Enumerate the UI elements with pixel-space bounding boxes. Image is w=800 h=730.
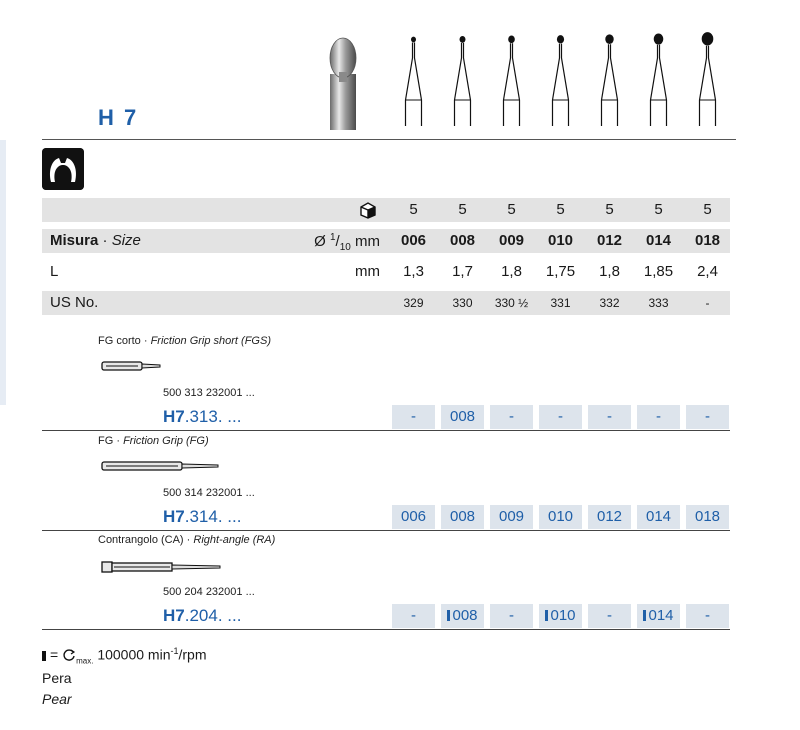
fgs-order-code	[163, 407, 241, 427]
length-cell-014	[637, 260, 680, 284]
cell-value: 008	[452, 607, 478, 624]
size-label: Misura	[50, 232, 99, 249]
length-cell-012	[588, 260, 631, 284]
pack-cell-014	[637, 198, 680, 222]
size-label-sep: ·	[98, 232, 112, 249]
package-icon	[358, 201, 378, 219]
size-cell-009	[490, 229, 533, 253]
fg-cell-010	[539, 505, 582, 529]
legend-equals: =	[50, 646, 59, 663]
legend-exponent: -1	[170, 646, 179, 656]
pack-cell-012	[588, 198, 631, 222]
ca-cell-018	[686, 604, 729, 628]
cell-value: 012	[596, 508, 623, 525]
bur-outline-drawings	[406, 32, 716, 126]
legend-speed: 100000 min	[97, 646, 171, 663]
fgs-cell-009	[490, 405, 533, 429]
fg-cell-012	[588, 505, 631, 529]
cell-value: 1,8	[599, 263, 620, 280]
cell-value: -	[558, 408, 563, 425]
cell-value: 018	[694, 508, 721, 525]
page-title: H 7	[98, 105, 139, 130]
pack-cell-009	[490, 198, 533, 222]
cell-value: 009	[498, 508, 525, 525]
fraction-denominator: 10	[339, 242, 351, 253]
section-fgs-label: FG corto · Friction Grip short (FGS)	[98, 335, 271, 347]
us-cell-010	[539, 291, 582, 315]
us-cell-012	[588, 291, 631, 315]
cell-value: 333	[648, 296, 669, 310]
length-cell-006	[392, 260, 435, 284]
us-cell-006	[392, 291, 435, 315]
cell-value: -	[607, 607, 612, 624]
length-cell-010	[539, 260, 582, 284]
pear-bur-shape-icon	[42, 148, 84, 190]
length-cell-009	[490, 260, 533, 284]
fg-cell-014	[637, 505, 680, 529]
section-fg-name: FG	[98, 435, 114, 447]
section-divider	[42, 430, 730, 431]
size-label-en: Size	[111, 232, 141, 249]
cell-value: 010	[550, 607, 576, 624]
ca-order-code	[163, 606, 241, 626]
bur-drawing-006	[406, 37, 422, 126]
cell-value: 5	[654, 201, 663, 218]
fg-code-prefix: H7	[163, 507, 185, 526]
size-cell-018	[686, 229, 729, 253]
ca-code-prefix: H7	[163, 606, 185, 625]
size-cell-008	[441, 229, 484, 253]
cell-value: -	[705, 607, 710, 624]
rpm-marker-icon	[643, 610, 646, 621]
header-rule	[42, 139, 736, 140]
cell-value: 1,75	[545, 263, 576, 280]
legend-unit: /rpm	[178, 646, 207, 663]
section-ca-label: Contrangolo (CA) · Right-angle (RA)	[98, 534, 276, 546]
cell-value: 5	[458, 201, 467, 218]
cell-value: 008	[449, 408, 476, 425]
cell-value: -	[411, 607, 416, 624]
cell-value: 010	[547, 232, 574, 249]
section-fgs-name-en: Friction Grip short (FGS)	[150, 335, 271, 347]
fgs-code-prefix: H7	[163, 407, 185, 426]
cell-value: 5	[703, 201, 712, 218]
shape-name-en: Pear	[42, 691, 72, 707]
bur-drawing-009	[504, 36, 520, 126]
section-divider	[42, 629, 730, 630]
section-fgs-name: FG corto	[98, 335, 141, 347]
fgs-code-suffix: .313. ...	[184, 407, 242, 426]
us-label: US No.	[50, 294, 99, 311]
cell-value: -	[607, 408, 612, 425]
bur-drawing-008	[455, 36, 471, 126]
fgs-cell-014	[637, 405, 680, 429]
us-cell-014	[637, 291, 680, 315]
us-cell-009	[490, 291, 533, 315]
cell-value: 5	[409, 201, 418, 218]
section-ca-name: Contrangolo (CA)	[98, 534, 184, 546]
cell-value: 1,3	[403, 263, 424, 280]
section-fg-name-en: Friction Grip (FG)	[123, 435, 209, 447]
length-label: L	[50, 263, 59, 280]
section-ca-name-en: Right-angle (RA)	[193, 534, 276, 546]
size-unit-mm: mm	[355, 233, 380, 250]
cell-value: 1,7	[452, 263, 473, 280]
cell-value: 018	[694, 232, 721, 249]
pack-cell-008	[441, 198, 484, 222]
bur-drawing-010	[553, 35, 569, 126]
cell-value: 330	[452, 296, 473, 310]
cell-value: -	[509, 607, 514, 624]
rpm-marker-icon	[545, 610, 548, 621]
cell-value: 014	[645, 508, 672, 525]
cell-value: 331	[550, 296, 571, 310]
cell-value: 1,8	[501, 263, 522, 280]
ca-cell-014	[637, 604, 680, 628]
shape-name-it: Pera	[42, 670, 72, 686]
fgs-cell-010	[539, 405, 582, 429]
fgs-shank-drawing	[100, 359, 220, 373]
legend-max: max.	[76, 656, 94, 666]
fgs-part-number: 500 313 232001 ...	[163, 387, 255, 399]
cell-value: 014	[648, 607, 674, 624]
pack-cell-018	[686, 198, 729, 222]
fg-cell-006	[392, 505, 435, 529]
cell-value: -	[705, 408, 710, 425]
bur-illustrations	[325, 28, 745, 130]
cell-value: 012	[596, 232, 623, 249]
fg-cell-009	[490, 505, 533, 529]
cell-value: 5	[605, 201, 614, 218]
fgs-cell-006	[392, 405, 435, 429]
size-cell-006	[392, 229, 435, 253]
length-cell-008	[441, 260, 484, 284]
pack-cell-006	[392, 198, 435, 222]
cell-value: 008	[449, 232, 476, 249]
cell-value: 006	[400, 232, 427, 249]
rpm-legend	[42, 646, 207, 665]
ca-code-suffix: .204. ...	[184, 606, 242, 625]
cell-value: 329	[403, 296, 424, 310]
size-cell-014	[637, 229, 680, 253]
fg-shank-drawing	[100, 459, 230, 473]
rotation-icon	[62, 648, 76, 662]
length-unit: mm	[355, 263, 380, 280]
fgs-cell-008	[441, 405, 484, 429]
size-unit: Ø $^1/_{10}$ mm	[314, 232, 380, 253]
section-divider	[42, 530, 730, 531]
pack-cell-010	[539, 198, 582, 222]
cell-value: -	[509, 408, 514, 425]
cell-value: 014	[645, 232, 672, 249]
diameter-symbol: Ø	[314, 233, 326, 250]
fg-cell-008	[441, 505, 484, 529]
ca-cell-012	[588, 604, 631, 628]
cell-value: 006	[400, 508, 427, 525]
bur-drawing-018	[700, 32, 716, 126]
us-cell-008	[441, 291, 484, 315]
length-cell-018	[686, 260, 729, 284]
fg-code-suffix: .314. ...	[184, 507, 242, 526]
cell-value: -	[705, 296, 710, 310]
fraction-numerator: 1	[329, 232, 336, 243]
ca-shank-drawing	[100, 559, 240, 575]
cell-value: 1,85	[643, 263, 674, 280]
rpm-marker-icon	[42, 651, 46, 661]
bur-photo	[330, 38, 356, 130]
cell-value: 332	[599, 296, 620, 310]
cell-value: 5	[556, 201, 565, 218]
fgs-cell-018	[686, 405, 729, 429]
ca-part-number: 500 204 232001 ...	[163, 586, 255, 598]
cell-value: 5	[507, 201, 516, 218]
size-cell-010	[539, 229, 582, 253]
cell-value: 330 ½	[494, 296, 529, 310]
cell-value: -	[656, 408, 661, 425]
cell-value: 009	[498, 232, 525, 249]
rpm-marker-icon	[447, 610, 450, 621]
ca-cell-010	[539, 604, 582, 628]
bur-drawing-012	[602, 34, 618, 126]
cell-value: -	[411, 408, 416, 425]
left-margin-strip	[0, 140, 6, 405]
fg-cell-018	[686, 505, 729, 529]
us-cell-018	[686, 291, 729, 315]
ca-cell-006	[392, 604, 435, 628]
ca-cell-009	[490, 604, 533, 628]
cell-value: 2,4	[697, 263, 718, 280]
section-fg-label: FG · Friction Grip (FG)	[98, 435, 209, 447]
cell-value: 010	[547, 508, 574, 525]
fg-part-number: 500 314 232001 ...	[163, 487, 255, 499]
bur-drawing-014	[651, 34, 667, 126]
cell-value: 008	[449, 508, 476, 525]
fgs-cell-012	[588, 405, 631, 429]
size-cell-012	[588, 229, 631, 253]
ca-cell-008	[441, 604, 484, 628]
fg-order-code	[163, 507, 241, 527]
